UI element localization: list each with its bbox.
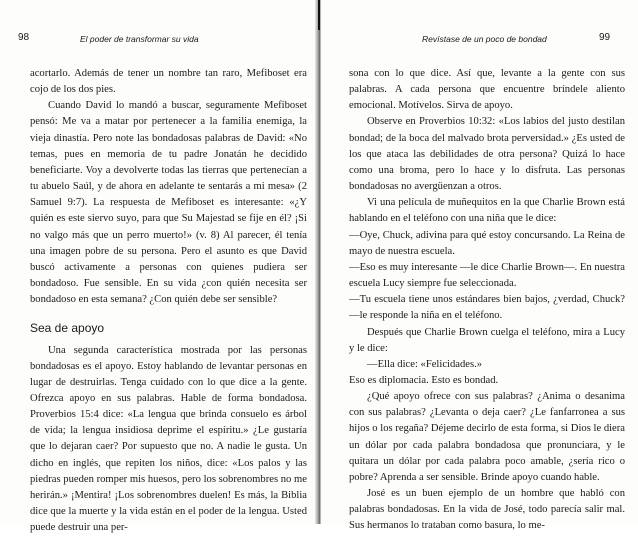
paragraph: Una segunda característica mostrada por las personas bondadosas es el apoyo. Estoy hablando de levantar personas en lugar de destruirlas. Tenga cuidado con lo que dice a la gente. Ofrezca apoyo en sus palabras. Hable de forma bondadosa. Proverbios 15:4 dice: «La lengua que brinda consuelo es árbol de vida; la lengua insidiosa deprime el espíritu.» ¿Le gustaría que lo dejaran caer? Por supuesto que no. A nadie le gusta. Un dicho en inglés, que repiten los niños, dice: «Los palos y las piedras pueden romper mis huesos, pero los sobrenombres no me herirán.» ¡Mentira! ¡Los sobrenombres duelen! Es más, la Biblia dice que la muerte y la vida están en el poder de la lengua. Usted puede destruir una per- [30,343,307,536]
paragraph: Después que Charlie Brown cuelga el teléfono, mira a Lucy y le dice: [349,325,625,357]
dialogue-line: —Oye, Chuck, adivina para qué estoy concursando. La Reina de mayo de nuestra escuela. [349,228,625,260]
left-running-title: El poder de transformar su vida [80,34,199,44]
dialogue-line: —Tu escuela tiene unos estándares bien bajos, ¿verdad, Chuck? —le responde la niña en el teléfono. [349,292,625,324]
paragraph: José es un buen ejemplo de un hombre que habló con palabras bondadosas. En la vida de José, todo parecía salir mal. Sus hermanos lo trataban como basura, lo me- [349,486,625,534]
left-page [0,0,317,524]
paragraph: sona con lo que dice. Así que, levante a la gente con sus palabras. A cada persona que encuentre bríndele aliento emocional. Motívelos. Sirva de apoyo. [349,66,625,114]
right-page-body [349,66,625,535]
paragraph: Vi una película de muñequitos en la que Charlie Brown está hablando en el teléfono con una niña que le dice: [349,195,625,227]
dialogue-line: —Ella dice: «Felicidades.» [349,357,625,373]
section-heading: Sea de apoyo [30,320,307,336]
paragraph: Cuando David lo mandó a buscar, seguramente Mefiboset pensó: Me va a matar por pertenecer a la familia enemiga, la vieja dinastía. Pero note las bondadosas palabras de David: «No temas, pues en memoria de tu padre Jonatán he decidido beneficiarte. Voy a devolverte todas las tierras que pertenecían a tu abuelo Saúl, y de ahora en adelante te sentarás a mi mesa» (2 Samuel 9:7). La respuesta de Mefiboset es interesante: «¿Y quién es este siervo suyo, para que Su Majestad se fije en él? ¡Si no valgo más que un perro muerto!» (v. 8) Al parecer, él tenía una imagen pobre de su persona. Pero el asunto es que David buscó activamente a personas con quienes pudiera ser bondadoso. Fue sensible. En su vida ¿con quién necesita ser bondadoso en esta semana? ¿Con quién debe ser sensible? [30,98,307,308]
paragraph: Observe en Proverbios 10:32: «Los labios del justo destilan bondad; de la boca del malvado brota perversidad.» ¿Es usted de los que ataca las debilidades de otra persona? Quizá lo hace como una broma, pero lo hace y lo disfruta. Las personas bondadosas no avergüenzan a otros. [349,114,625,195]
right-page [321,0,638,524]
right-page-number: 99 [599,32,610,43]
right-running-title: Revístase de un poco de bondad [422,34,547,44]
left-page-number: 98 [18,32,29,43]
left-page-body [30,66,307,536]
dialogue-line: —Eso es muy interesante —le dice Charlie Brown—. En nuestra escuela Lucy siempre fue seleccionada. [349,260,625,292]
paragraph: ¿Qué apoyo ofrece con sus palabras? ¿Anima o desanima con sus palabras? ¿Levanta o deja caer? ¿Le fanfarronea a sus hijos o los regaña? Déjeme decirlo de esta forma, si Dios le diera un dólar por cada palabra bondadosa que pronunciara, y le quitara un dólar por cada palabra poco amable, ¿sería rico o pobre? Aprenda a ser sensible. Brinde apoyo cuando hable. [349,389,625,486]
paragraph: Eso es diplomacia. Esto es bondad. [349,373,625,389]
paragraph: acortarlo. Además de tener un nombre tan raro, Mefiboset era cojo de los dos pies. [30,66,307,98]
gutter-shadow [318,0,320,30]
